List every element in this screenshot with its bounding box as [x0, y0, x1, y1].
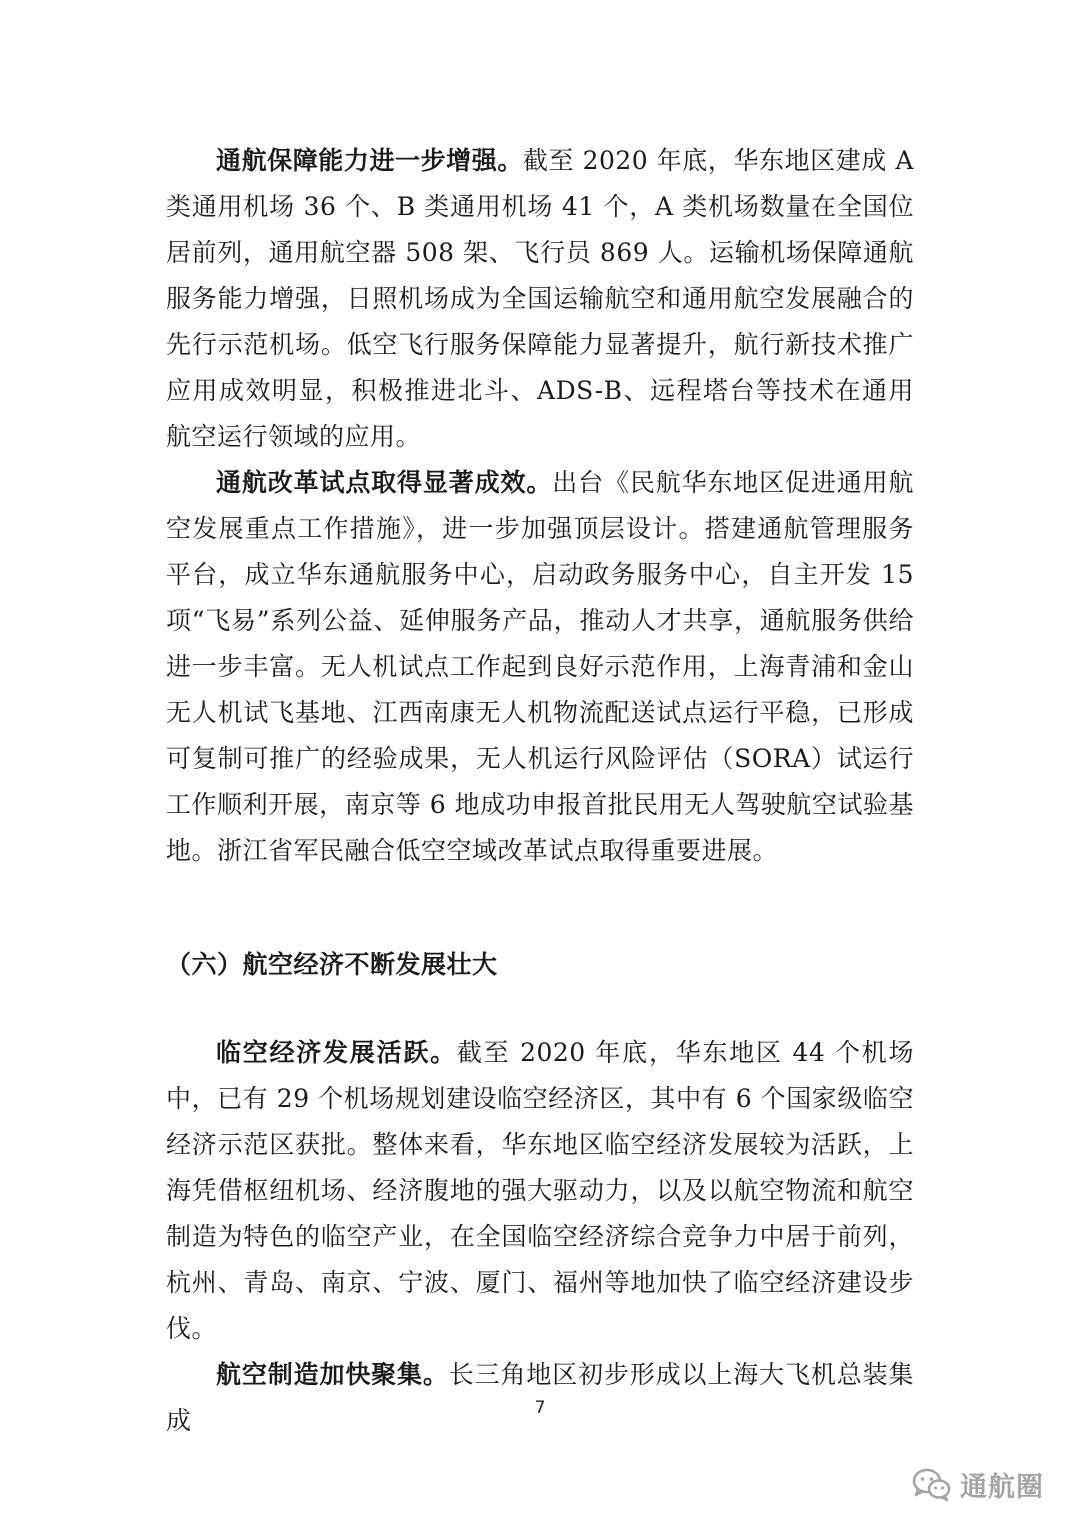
paragraph-text: 截至 2020 年底，华东地区建成 A 类通用机场 36 个、B 类通用机场 41 个，A 类机场数量在全国位居前列，通用航空器 508 架、飞行员 869 人。运输机场保障通航服务能力增强，日照机场成为全国运输航空和通用航空发展融合的先行示范机场。低空飞行服务保障能力显著提升，航行新技术推广应用成效明显，积极推进北斗、ADS-B、远程塔台等技术在通用航空运行领域的应用。	[166, 146, 914, 451]
paragraph-lead: 通航改革试点取得显著成效。	[216, 468, 553, 497]
wechat-icon	[912, 1468, 952, 1502]
paragraph-airport-economy	[166, 1030, 914, 1352]
paragraph-text: 出台《民航华东地区促进通用航空发展重点工作措施》，进一步加强顶层设计。搭建通航管理服务平台，成立华东通航服务中心，启动政务服务中心，自主开发 15 项“飞易”系列公益、延伸服务产品，推动人才共享，通航服务供给进一步丰富。无人机试点工作起到良好示范作用，上海青浦和金山无人机试飞基地、江西南康无人机物流配送试点运行平稳，已形成可复制可推广的经验成果，无人机运行风险评估（SORA）试运行工作顺利开展，南京等 6 地成功申报首批民用无人驾驶航空试验基地。浙江省军民融合低空空域改革试点取得重要进展。	[166, 468, 914, 865]
watermark-text: 通航圈	[960, 1472, 1044, 1503]
watermark	[912, 1465, 1044, 1504]
paragraph-lead: 航空制造加快聚集。	[216, 1360, 449, 1389]
page-number: 7	[534, 1398, 546, 1418]
paragraph-reform-pilot	[166, 460, 914, 874]
paragraph-text: 长三角地区初步形成以上海大飞机总装集成	[166, 1360, 914, 1435]
section-heading: （六）航空经济不断发展壮大	[166, 950, 498, 979]
paragraph-lead: 通航保障能力进一步增强。	[216, 146, 523, 175]
paragraph-general-aviation-support	[166, 138, 914, 460]
paragraph-text: 截至 2020 年底，华东地区 44 个机场中，已有 29 个机场规划建设临空经济区，其中有 6 个国家级临空经济示范区获批。整体来看，华东地区临空经济发展较为活跃，上海凭借枢纽机场、经济腹地的强大驱动力，以及以航空物流和航空制造为特色的临空产业，在全国临空经济综合竞争力中居于前列，杭州、青岛、南京、宁波、厦门、福州等地加快了临空经济建设步伐。	[166, 1038, 914, 1343]
document-body-continued	[166, 1030, 914, 1444]
paragraph-lead: 临空经济发展活跃。	[216, 1038, 457, 1067]
document-body	[166, 138, 914, 874]
